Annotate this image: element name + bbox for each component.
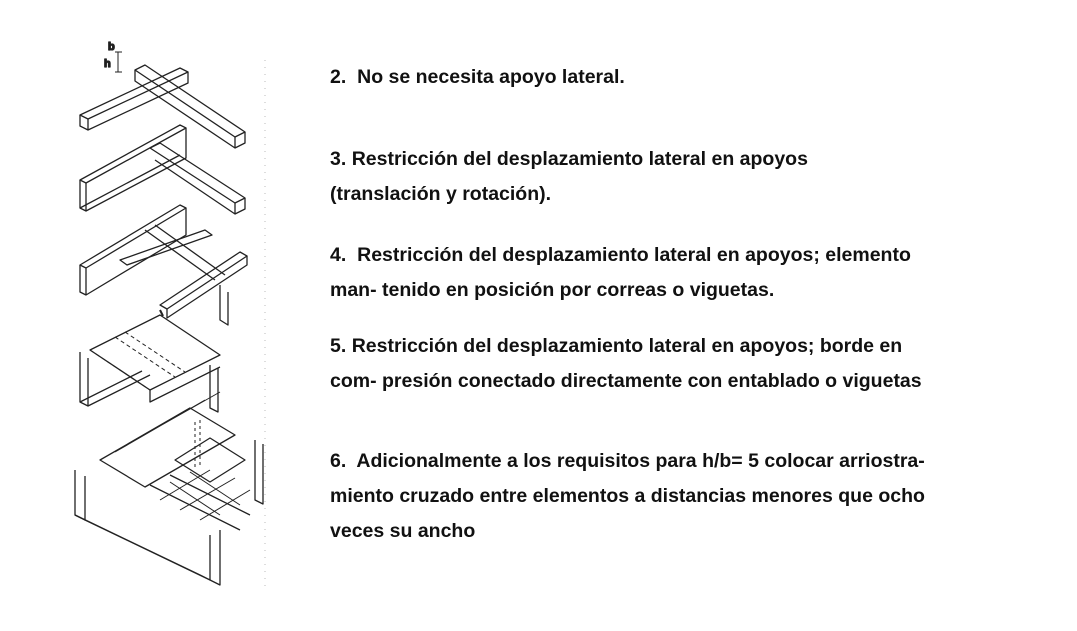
case-5-sketch (80, 310, 220, 412)
item-text: Restricción del desplazamiento lateral en apoyos (351, 148, 808, 170)
item-number: 2. (330, 66, 347, 88)
item-5-line-2: com- presión conectado directamente con entablado o viguetas (330, 370, 922, 392)
illustration-svg (60, 30, 290, 600)
bracing-item-6 (330, 444, 1065, 549)
item-2-line-1 (330, 60, 1065, 95)
item-text: Restricción del desplazamiento lateral en apoyos; elemento (357, 244, 911, 266)
item-5-line-1 (330, 329, 1065, 364)
bracing-cases-illustration (60, 30, 290, 600)
dim-label-b: b (108, 41, 115, 53)
item-text: Restricción del desplazamiento lateral en apoyos; borde en (351, 335, 903, 357)
dim-label-h: h (104, 58, 111, 70)
bracing-item-3 (330, 142, 1065, 212)
case-2-sketch (80, 41, 245, 148)
item-3-line-2: (translación y rotación). (330, 183, 552, 205)
case-6-sketch (75, 392, 263, 585)
bracing-item-4 (330, 238, 1065, 308)
item-text: No se necesita apoyo lateral. (357, 66, 625, 88)
case-4-sketch (80, 205, 247, 325)
item-number: 3. (330, 148, 347, 170)
item-4-line-1 (330, 238, 1065, 273)
bracing-item-2 (330, 60, 1065, 95)
bracing-item-5 (330, 329, 1065, 399)
item-6-line-2: miento cruzado entre elementos a distancias menores que ocho (330, 485, 925, 507)
item-number: 4. (330, 244, 347, 266)
item-4-line-2: man- tenido en posición por correas o viguetas. (330, 279, 775, 301)
item-3-line-1 (330, 142, 1065, 177)
item-number: 6. (330, 450, 347, 472)
item-6-line-3: veces su ancho (330, 520, 476, 542)
item-6-line-1 (330, 444, 1065, 479)
item-text: Adicionalmente a los requisitos para h/b= 5 colocar arriostra- (356, 450, 925, 472)
item-number: 5. (330, 335, 347, 357)
